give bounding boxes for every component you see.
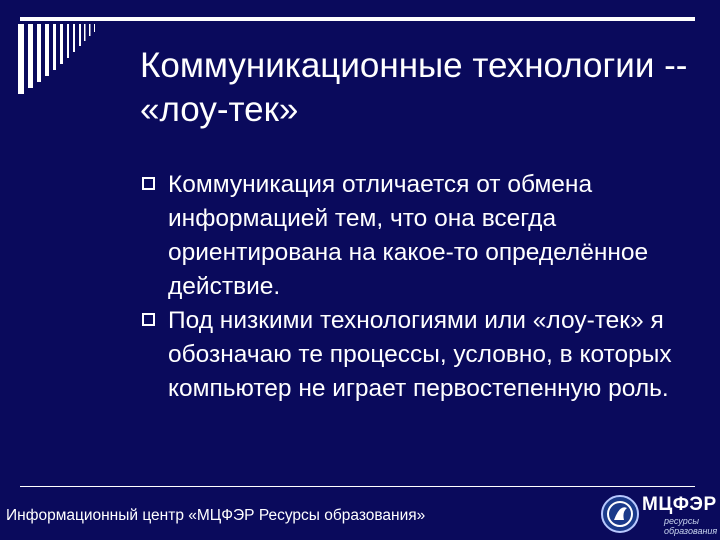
mcfer-logo [600, 488, 720, 540]
bullet-text: Коммуникация отличается от обмена информацией тем, что она всегда ориентирована на какое-то определённое действие. [168, 171, 649, 300]
mcfer-logo-icon [600, 490, 644, 538]
hollow-square-bullet-icon [142, 177, 155, 190]
bullet-item [140, 168, 700, 304]
hollow-square-bullet-icon [142, 313, 155, 326]
logo-name: МЦФЭР [642, 494, 717, 515]
footer-divider [20, 486, 695, 487]
bullet-list [140, 168, 700, 406]
bullet-text: Под низкими технологиями или «лоу-тек» я обозначаю те процессы, условно, в которых компьютер не играет первостепенную роль. [168, 307, 672, 402]
footer-text: Информационный центр «МЦФЭР Ресурсы образования» [6, 507, 426, 524]
slide-title: Коммуникационные технологии -- «лоу-тек» [140, 46, 688, 129]
top-divider [20, 17, 695, 21]
bullet-item [140, 304, 700, 406]
decorative-stripes [18, 24, 138, 94]
logo-subtitle: ресурсы образования [664, 516, 718, 536]
